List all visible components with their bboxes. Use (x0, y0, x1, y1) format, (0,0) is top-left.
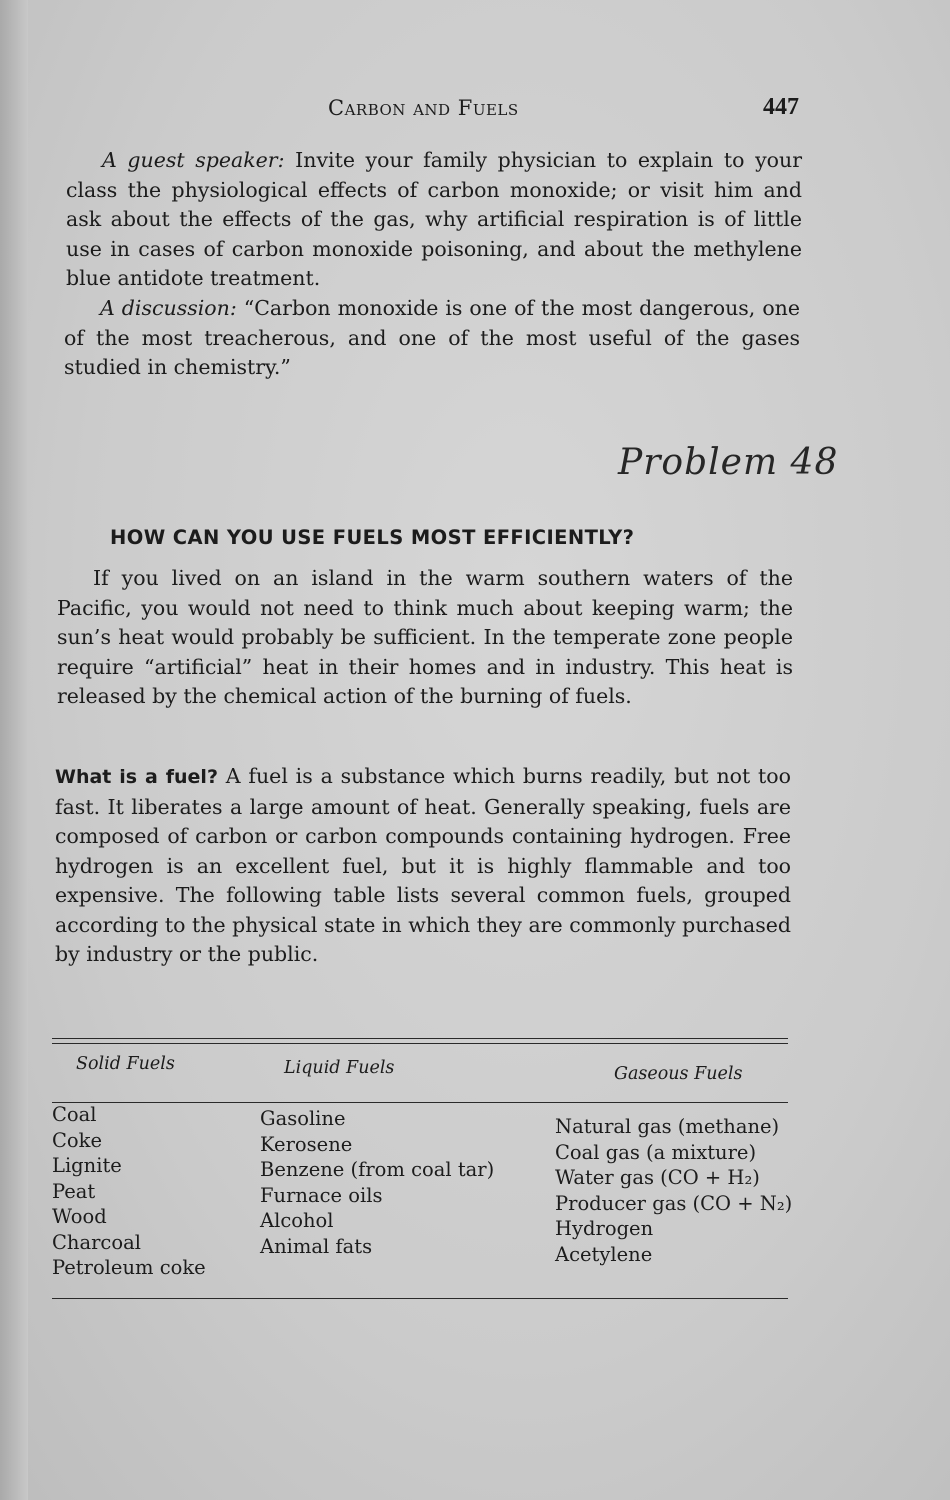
activity-text: “Carbon monoxide is one of the most dangerous, one of the most treacherous, and one of the most useful of the gases studied in chemistry.” (64, 296, 800, 379)
paragraph-lead-heading: What is a fuel? (55, 766, 218, 788)
page-gutter-shadow (0, 0, 28, 1500)
column-header-solid: Solid Fuels (76, 1054, 175, 1074)
list-item: Natural gas (methane) (555, 1115, 780, 1138)
table-top-rule-second (52, 1043, 788, 1044)
activity-lead: A guest speaker: (102, 148, 285, 172)
list-item: Lignite (52, 1154, 122, 1177)
column-header-liquid: Liquid Fuels (284, 1058, 395, 1078)
list-item: Wood (52, 1205, 107, 1228)
activity-text: Invite your family physician to explain to your class the physiological effects of carbon monoxide; or visit him and ask about the effects of the gas, why artificial respiration is of little use in cases of carbon monoxide poisoning, and about the methylene blue antidote treatment. (66, 148, 802, 290)
list-item: Alcohol (260, 1209, 334, 1232)
solid-fuels-list (52, 1102, 206, 1281)
list-item: Acetylene (555, 1242, 653, 1266)
list-item: Coal (52, 1103, 97, 1126)
list-item: Furnace oils (260, 1183, 383, 1207)
list-item: Water gas (CO + H₂) (555, 1166, 760, 1189)
page-number: 447 (763, 94, 799, 120)
list-item: Animal fats (260, 1234, 373, 1258)
list-item: Benzene (from coal tar) (260, 1158, 495, 1181)
gaseous-fuels-list (555, 1114, 792, 1267)
intro-paragraph: If you lived on an island in the warm southern waters of the Pacific, you would not need to think much about keeping warm; the sun’s heat would probably be sufficient. In the temperate zone people require “artificial” heat in their homes and in industry. This heat is released by the chemical action of the burning of fuels. (57, 566, 793, 708)
list-item: Coal gas (a mixture) (555, 1140, 757, 1164)
section-heading: HOW CAN YOU USE FUELS MOST EFFICIENTLY? (110, 526, 635, 550)
list-item: Peat (52, 1179, 96, 1203)
column-header-gaseous: Gaseous Fuels (614, 1064, 743, 1084)
list-item: Gasoline (260, 1107, 346, 1130)
activity-guest-speaker (66, 146, 802, 294)
list-item: Producer gas (CO + N₂) (555, 1191, 793, 1215)
table-bottom-rule (52, 1298, 788, 1299)
list-item: Hydrogen (555, 1217, 654, 1240)
paragraph-text: A fuel is a substance which burns readily, but not too fast. It liberates a large amount of heat. Generally speaking, fuels are composed of carbon or carbon compounds containing hydrogen. Free hydrogen is an excellent fuel, but it is highly flammable and too expensive. The following table lists several common fuels, grouped according to the physical state in which they are commonly purchased by industry or the public. (55, 764, 791, 966)
list-item: Petroleum coke (52, 1256, 206, 1279)
running-title: Carbon and Fuels (328, 96, 519, 120)
liquid-fuels-list (260, 1106, 494, 1259)
activity-lead: A discussion: (100, 296, 237, 320)
activity-discussion (64, 294, 800, 383)
list-item: Kerosene (260, 1132, 353, 1156)
list-item: Coke (52, 1128, 103, 1152)
table-top-rule (52, 1038, 788, 1039)
fuel-definition-paragraph (55, 762, 791, 970)
list-item: Charcoal (52, 1230, 141, 1254)
problem-number-label: Problem 48 (618, 442, 839, 483)
